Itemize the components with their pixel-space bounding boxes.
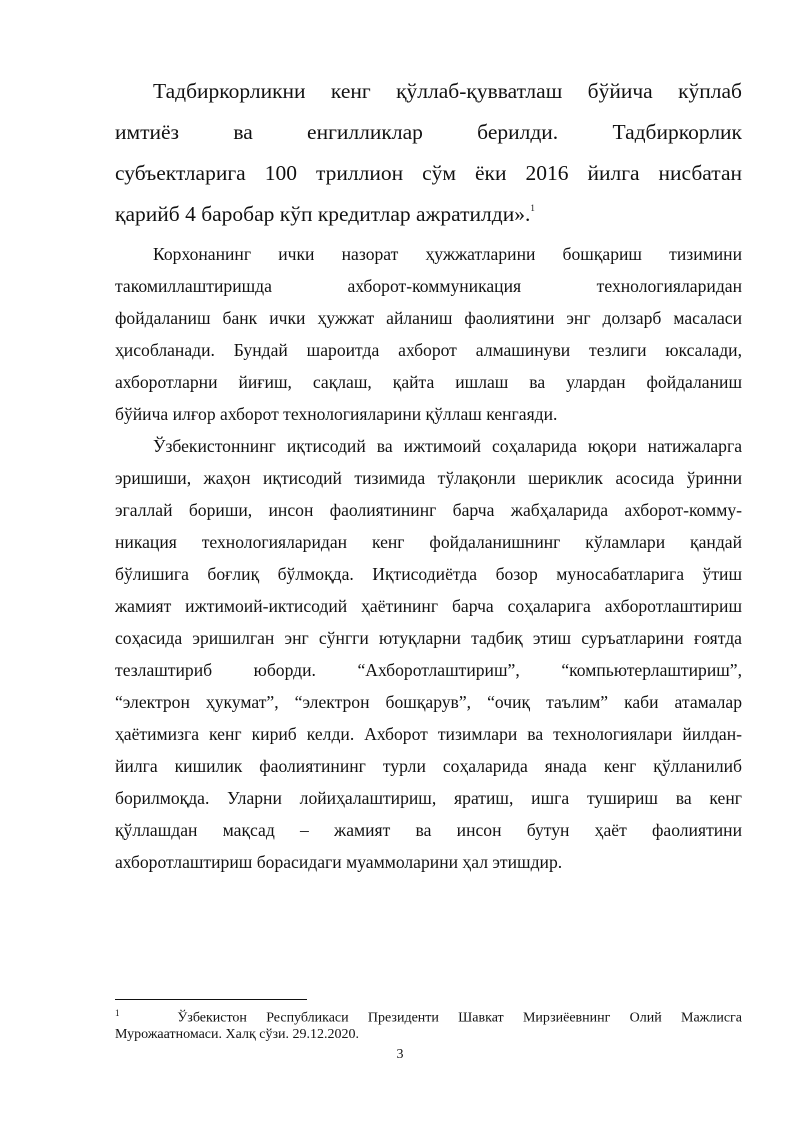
footnote-reference[interactable]: 1 <box>530 202 535 213</box>
text-line-content: қарийб 4 баробар кўп кредитлар ажратилди». <box>115 202 531 226</box>
text-line: ҳаётимизга кенг кириб келди. Ахборот тизимлари ва технологиялари йилдан- <box>115 724 742 744</box>
footnote-text: Ўзбекистон Республикаси Президенти Шавкат Мирзиёевнинг Олий Мажлисга <box>177 1010 742 1026</box>
text-line: ахборотлаштириш борасидаги муаммоларини ҳал этишдир. <box>115 852 563 872</box>
text-line: Ўзбекистоннинг иқтисодий ва ижтимоий соҳаларида юқори натижаларга <box>153 436 742 456</box>
footnote-line <box>115 1008 742 1027</box>
text-line: бўйича илғор ахборот технологияларини қўллаш кенгаяди. <box>115 404 558 424</box>
text-line: Корхонанинг ички назорат ҳужжатларини бошқариш тизимини <box>153 244 742 264</box>
footnote-number: 1 <box>115 1008 120 1018</box>
text-line: такомиллаштиришда ахборот-коммуникация технологияларидан <box>115 276 742 296</box>
text-line: “электрон ҳукумат”, “электрон бошқарув”, “очиқ таълим” каби атамалар <box>115 692 742 712</box>
text-line: жамият ижтимоий-иктисодий ҳаётининг барча соҳаларига ахборотлаштириш <box>115 596 742 616</box>
text-line: ахборотларни йиғиш, сақлаш, қайта ишлаш ва улардан фойдаланиш <box>115 372 742 392</box>
text-line: имтиёз ва енгилликлар берилди. Тадбиркорлик <box>115 120 742 144</box>
footnote-separator <box>115 999 307 1000</box>
text-line <box>115 202 742 227</box>
text-line: Тадбиркорликни кенг қўллаб-қувватлаш бўйича кўплаб <box>153 79 742 103</box>
text-line: эгаллай бориши, инсон фаолиятининг барча жабҳаларида ахборот-комму- <box>115 500 742 520</box>
text-line: никация технологияларидан кенг фойдаланишнинг кўламлари қандай <box>115 532 742 552</box>
text-line: соҳасида эришилган энг сўнгги ютуқларни тадбиқ этиш суръатларини ғоятда <box>115 628 742 648</box>
footnote-line: Мурожаатномаси. Халқ сўзи. 29.12.2020. <box>115 1027 359 1042</box>
text-line: бўлишига боғлиқ бўлмоқда. Иқтисодиётда бозор муносабатларига ўтиш <box>115 564 742 584</box>
text-line: борилмоқда. Уларни лойиҳалаштириш, яратиш, ишга тушириш ва кенг <box>115 788 742 808</box>
text-line: йилга кишилик фаолиятининг турли соҳаларида янада кенг қўлланилиб <box>115 756 742 776</box>
page-number: 3 <box>396 1047 404 1062</box>
text-line: қўллашдан мақсад – жамият ва инсон бутун ҳаёт фаолиятини <box>115 820 742 840</box>
text-line: субъектларига 100 триллион сўм ёки 2016 йилга нисбатан <box>115 161 742 185</box>
text-line: фойдаланиш банк ички ҳужжат айланиш фаолиятини энг долзарб масаласи <box>115 308 742 328</box>
text-line: тезлаштириб юборди. “Ахборотлаштириш”, “компьютерлаштириш”, <box>115 660 742 680</box>
text-line: ҳисобланади. Бундай шароитда ахборот алмашинуви тезлиги юксалади, <box>115 340 742 360</box>
text-line: эришиши, жаҳон иқтисодий тизимида тўлақонли шериклик асосида ўринни <box>115 468 742 488</box>
